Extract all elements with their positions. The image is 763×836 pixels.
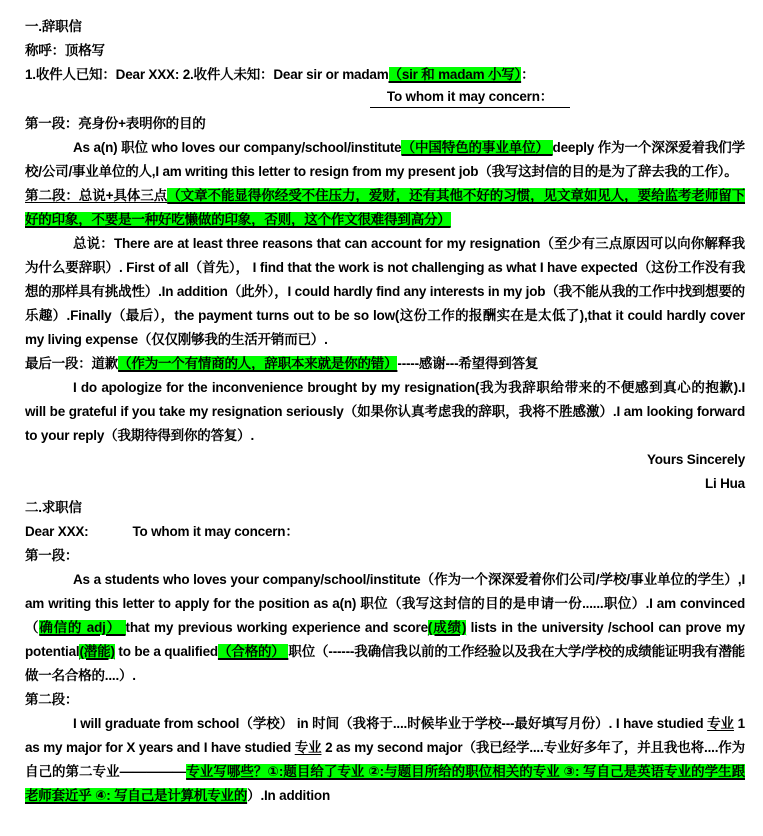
p1-text-a: As a students who loves your company/school/institute（作为一个深深爱着你们公司/学校/事业单位的学生）,I am writing this letter to apply for the position as a(n) 职位（我写这封信的目的是申请一份......职位）.I am convinced（ (25, 572, 745, 635)
paragraph1-heading-2: 第一段： (25, 548, 79, 563)
p1-text-a: As a(n) 职位 who loves our company/school/institute (73, 140, 402, 155)
p1-text-c: lists in the university /school can prove my potential (25, 620, 745, 659)
p2-heading-text: 第二段：总说+具体三点 (25, 188, 168, 203)
closing: Yours Sincerely (646, 452, 745, 467)
major-placeholder: 专业 (707, 716, 734, 731)
p2-text-a: I will graduate from school（学校） in 时间（我将于....时候毕业于学校---最好填写月份）. I have studied (73, 716, 708, 731)
highlight-note: (成绩) (427, 620, 467, 635)
paragraph1-text (25, 136, 745, 184)
p1-text-e: 职位（------我确信我以前的工作经验以及我在大学/学校的成绩能证明我有潜能做一名合格的....）. (25, 644, 745, 683)
signature: Li Hua (704, 476, 745, 491)
paragraph2-text-2 (25, 712, 745, 808)
p1-text-b: deeply 作为一个深深爱着我们学校/公司/事业单位的人,I am writing this letter to resign from my present job（我写这封信的目的是为了辞去我的工作）。 (25, 140, 745, 179)
paragraph2-text: 总说：There are at least three reasons that can account for my resignation（至少有三点原因可以向你解释我为什么要辞职）. First of all（首先）， I find that the work is not challenging as what I have expected（这份工作没有我想的那样具有挑战性）.In addition（此外），I could hardly find any interests in my job（我不能从我的工作中找到想要的乐趣）.Finally（最后），the payment turns out to be so low(这份工作的报酬实在是太低了),that it could hardly cover my living expense（仅仅刚够我的生活开销而已）. (25, 236, 745, 347)
paragraph2-heading (25, 184, 745, 232)
salutation-colon: ： (521, 67, 535, 82)
salutation-line-2 (25, 520, 745, 544)
last-paragraph-heading (25, 352, 745, 376)
p1-text-b: that my previous working experience and score (125, 620, 428, 635)
p2-text-d: ）.In addition (247, 788, 331, 803)
last-heading-tail: -----感谢---希望得到答复 (397, 356, 539, 371)
section-title-resignation: 一.辞职信 (25, 19, 82, 34)
highlight-note: （中国特色的事业单位） (401, 140, 553, 155)
p2-text-b: 1 as my major for X years and I have studied (25, 716, 745, 755)
section-title-application: 二.求职信 (25, 500, 82, 515)
to-whom-line: To whom it may concern： (370, 87, 570, 108)
paragraph2-heading-2: 第二段： (25, 692, 79, 707)
salutation-line (25, 63, 745, 87)
highlight-note: 确信的 adj） (39, 620, 126, 635)
last-heading-text: 最后一段：道歉 (25, 356, 119, 371)
salutation-rule: 称呼：顶格写 (25, 43, 105, 58)
p2-text-c: 2 as my second major（我已经学....专业好多年了，并且我也将....作为自己的第二专业————— (25, 740, 745, 779)
highlight-note: （合格的） (217, 644, 289, 659)
paragraph1-heading: 第一段：亮身份+表明你的目的 (25, 116, 206, 131)
salutation-dear: Dear XXX: (25, 524, 89, 539)
major-placeholder: 专业 (294, 740, 322, 755)
highlight-note: （文章不能显得你经受不住压力，爱财，还有其他不好的习惯，见文章如见人，要给监考老师留下好的印象，不要是一种好吃懒做的印象，否则，这个作文很难得到高分） (25, 188, 746, 227)
p1-text-d: to be a qualified (114, 644, 218, 659)
highlight-note: （sir 和 madam 小写） (388, 67, 522, 82)
last-paragraph-text: I do apologize for the inconvenience brought by my resignation(我为我辞职给带来的不便感到真心的抱歉).I will be grateful if you take my resignation seriously（如果你认真考虑我的辞职，我将不胜感激）.I am looking forward to your reply（我期待得到你的答复）. (25, 380, 745, 443)
highlight-note: 专业写哪些？①:题目给了专业 ②:与题目所给的职位相关的专业 ③: 写自己是英语专业的学生跟老师套近乎 ④: 写自己是计算机专业的 (25, 764, 745, 803)
salutation-to-whom: To whom it may concern： (132, 524, 299, 539)
salutation-text: 1.收件人已知：Dear XXX: 2.收件人未知：Dear sir or madam (25, 67, 389, 82)
paragraph1-text-2 (25, 568, 745, 688)
highlight-note: (潜能) (79, 644, 115, 659)
highlight-note: （作为一个有情商的人，辞职本来就是你的错） (118, 356, 398, 371)
